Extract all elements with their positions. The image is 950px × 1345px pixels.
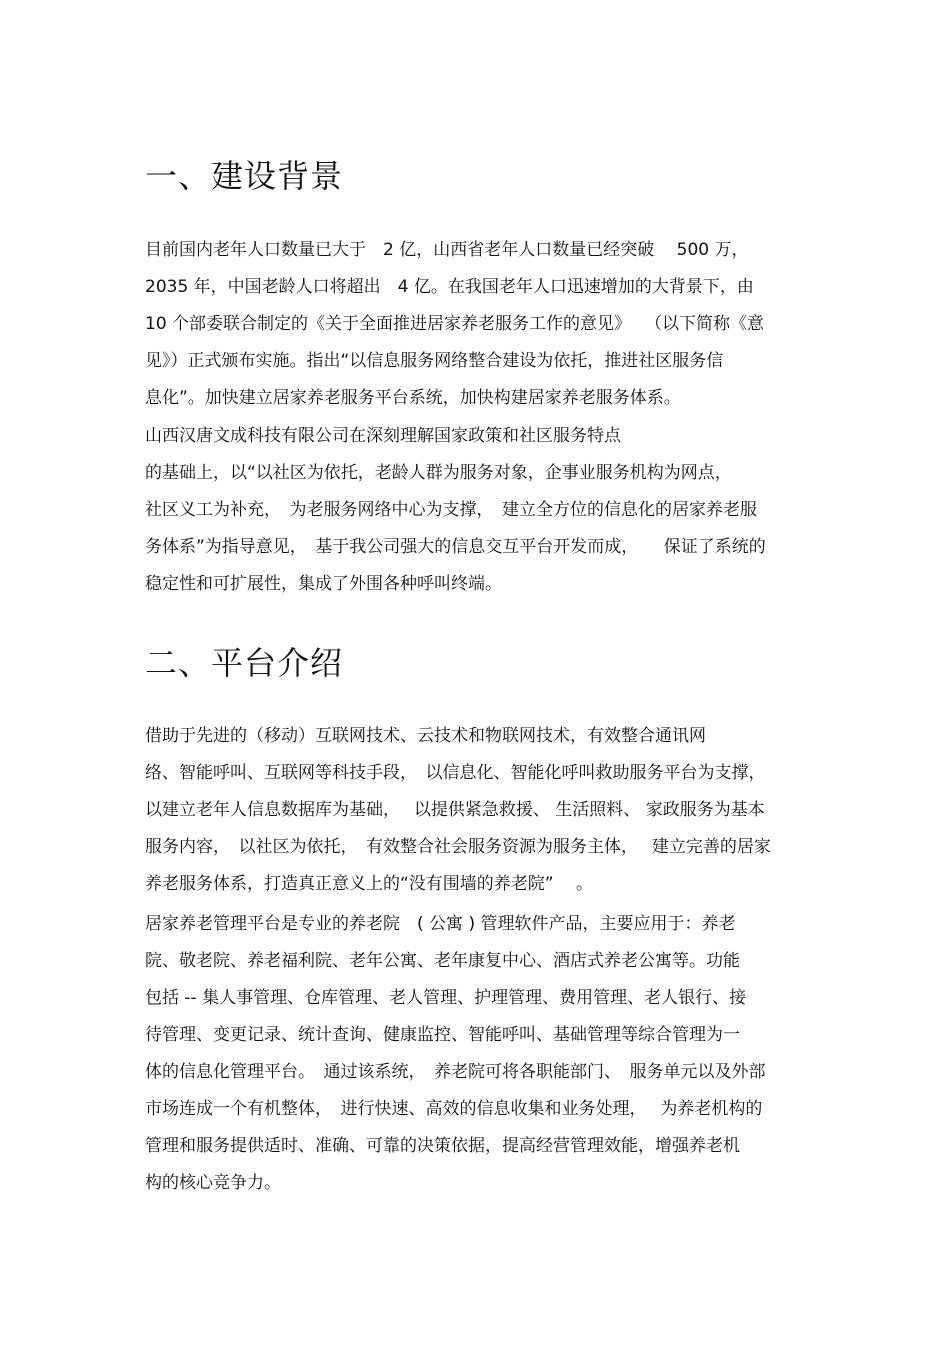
- section-heading-background: 一、建设背景: [145, 157, 344, 195]
- text-line: 构的核心竞争力。: [145, 1173, 281, 1193]
- text-line: 院、敬老院、养老福利院、老年公寓、老年康复中心、酒店式养老公寓等。功能: [145, 951, 740, 971]
- section-heading-platform: 二、平台介绍: [145, 644, 344, 682]
- text-line: 络、智能呼叫、互联网等科技手段， 以信息化、智能化呼叫救助服务平台为支撑，: [145, 763, 766, 783]
- text-line: 待管理、变更记录、统计查询、健康监控、智能呼叫、基础管理等综合管理为一: [145, 1025, 740, 1045]
- text-line: 10 个部委联合制定的《关于全面推进居家养老服务工作的意见》 （以下简称《意: [145, 314, 764, 334]
- text-line: 稳定性和可扩展性，集成了外围各种呼叫终端。: [145, 574, 502, 594]
- text-line: 见》）正式颁布实施。指出“以信息服务网络整合建设为依托，推进社区服务信: [145, 351, 724, 371]
- text-line: 以建立老年人信息数据库为基础， 以提供紧急救援、 生活照料、 家政服务为基本: [145, 800, 765, 820]
- text-line: 管理和服务提供适时、准确、可靠的决策依据，提高经营管理效能，增强养老机: [145, 1136, 740, 1156]
- text-line: 市场连成一个有机整体， 进行快速、高效的信息收集和业务处理， 为养老机构的: [145, 1099, 763, 1119]
- text-line: 的基础上，以“以社区为依托，老龄人群为服务对象，企事业服务机构为网点，: [145, 463, 732, 483]
- text-line: 务体系”为指导意见， 基于我公司强大的信息交互平台开发而成， 保证了系统的: [145, 537, 766, 557]
- text-line: 包括 -- 集人事管理、仓库管理、老人管理、护理管理、费用管理、老人银行、接: [145, 988, 747, 1008]
- text-line: 养老服务体系，打造真正意义上的“没有围墙的养老院” 。: [145, 874, 594, 894]
- paragraph-background-2: [145, 418, 815, 603]
- text-line: 社区义工为补充， 为老服务网络中心为支撑， 建立全方位的信息化的居家养老服: [145, 500, 757, 520]
- text-line: 服务内容， 以社区为依托， 有效整合社会服务资源为服务主体， 建立完善的居家: [145, 837, 771, 857]
- text-line: 目前国内老年人口数量已大于 2 亿，山西省老年人口数量已经突破 500 万，: [145, 240, 749, 260]
- text-line: 2035 年，中国老龄人口将超出 4 亿。在我国老年人口迅速增加的大背景下，由: [145, 277, 754, 297]
- text-line: 息化”。加快建立居家养老服务平台系统，加快构建居家养老服务体系。: [145, 388, 681, 408]
- text-line: 居家养老管理平台是专业的养老院 ( 公寓 ) 管理软件产品，主要应用于：养老: [145, 914, 736, 934]
- text-line: 借助于先进的（移动）互联网技术、云技术和物联网技术，有效整合通讯网: [145, 726, 706, 746]
- paragraph-platform-1: [145, 718, 815, 903]
- text-line: 山西汉唐文成科技有限公司在深刻理解国家政策和社区服务特点: [145, 426, 621, 446]
- paragraph-background-1: [145, 232, 815, 417]
- paragraph-platform-2: [145, 906, 815, 1202]
- text-line: 体的信息化管理平台。 通过该系统， 养老院可将各职能部门、 服务单元以及外部: [145, 1062, 766, 1082]
